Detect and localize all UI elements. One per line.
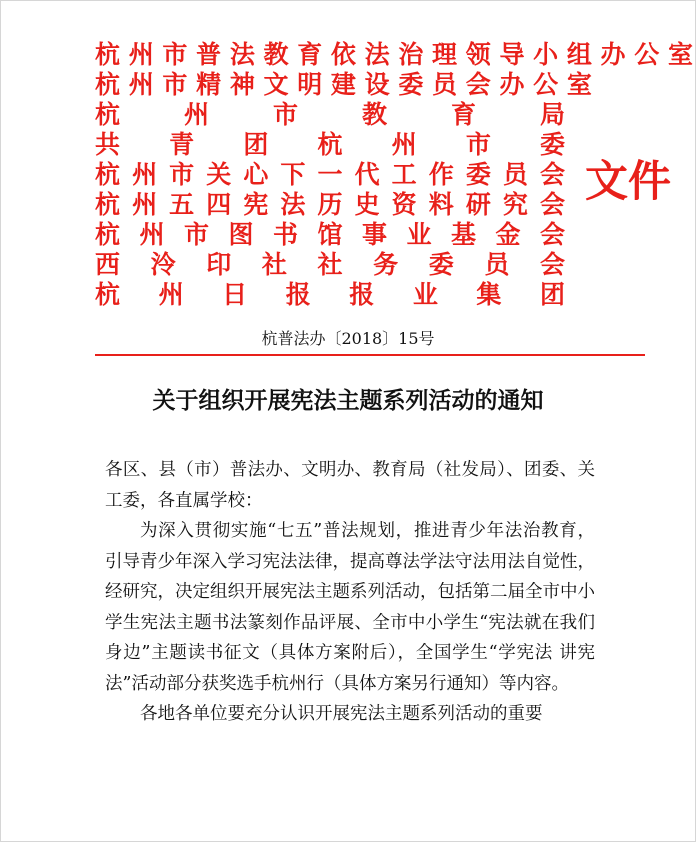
issuer-line: 杭 州 市 教 育 局 (95, 100, 565, 129)
document-suffix: 文件 (585, 157, 671, 207)
issuer-line: 杭 州 五 四 宪 法 历 史 资 料 研 究 会 (95, 190, 565, 219)
red-divider (95, 354, 645, 356)
issuer-line: 杭 州 市 精 神 文 明 建 设 委 员 会 办 公 室 (95, 70, 592, 99)
issuer-line: 杭 州 日 报 报 业 集 团 (95, 280, 565, 309)
document-number: 杭普法办〔2018〕15号 (261, 329, 435, 348)
issuer-line: 杭 州 市 图 书 馆 事 业 基 金 会 (95, 220, 565, 249)
body-paragraph: 各地各单位要充分认识开展宪法主题系列活动的重要 (140, 704, 543, 724)
issuer-line: 共 青 团 杭 州 市 委 (95, 130, 565, 159)
document-title: 关于组织开展宪法主题系列活动的通知 (152, 387, 544, 414)
issuer-line: 杭 州 市 关 心 下 一 代 工 作 委 员 会 (95, 160, 565, 189)
document-body (105, 455, 595, 730)
issuer-line: 西 泠 印 社 社 务 委 员 会 (95, 250, 565, 279)
body-paragraph: 为深入贯彻实施“七五”普法规划，推进青少年法治教育，引导青少年深入学习宪法法律，提高尊法学法守法用法自觉性，经研究，决定组织开展宪法主题系列活动，包括第二届全市中小学生宪法主题书法篆刻作品评展、全市中小学生“宪法就在我们身边”主题读书征文（具体方案附后），全国学生“学宪法 讲宪法”活动部分获奖选手杭州行（具体方案另行通知）等内容。 (105, 521, 595, 694)
issuer-line: 杭 州 市 普 法 教 育 依 法 治 理 领 导 小 组 办 公 室 (95, 40, 693, 69)
salutation: 各区、县（市）普法办、文明办、教育局（社发局）、团委、关工委，各直属学校： (105, 460, 595, 511)
